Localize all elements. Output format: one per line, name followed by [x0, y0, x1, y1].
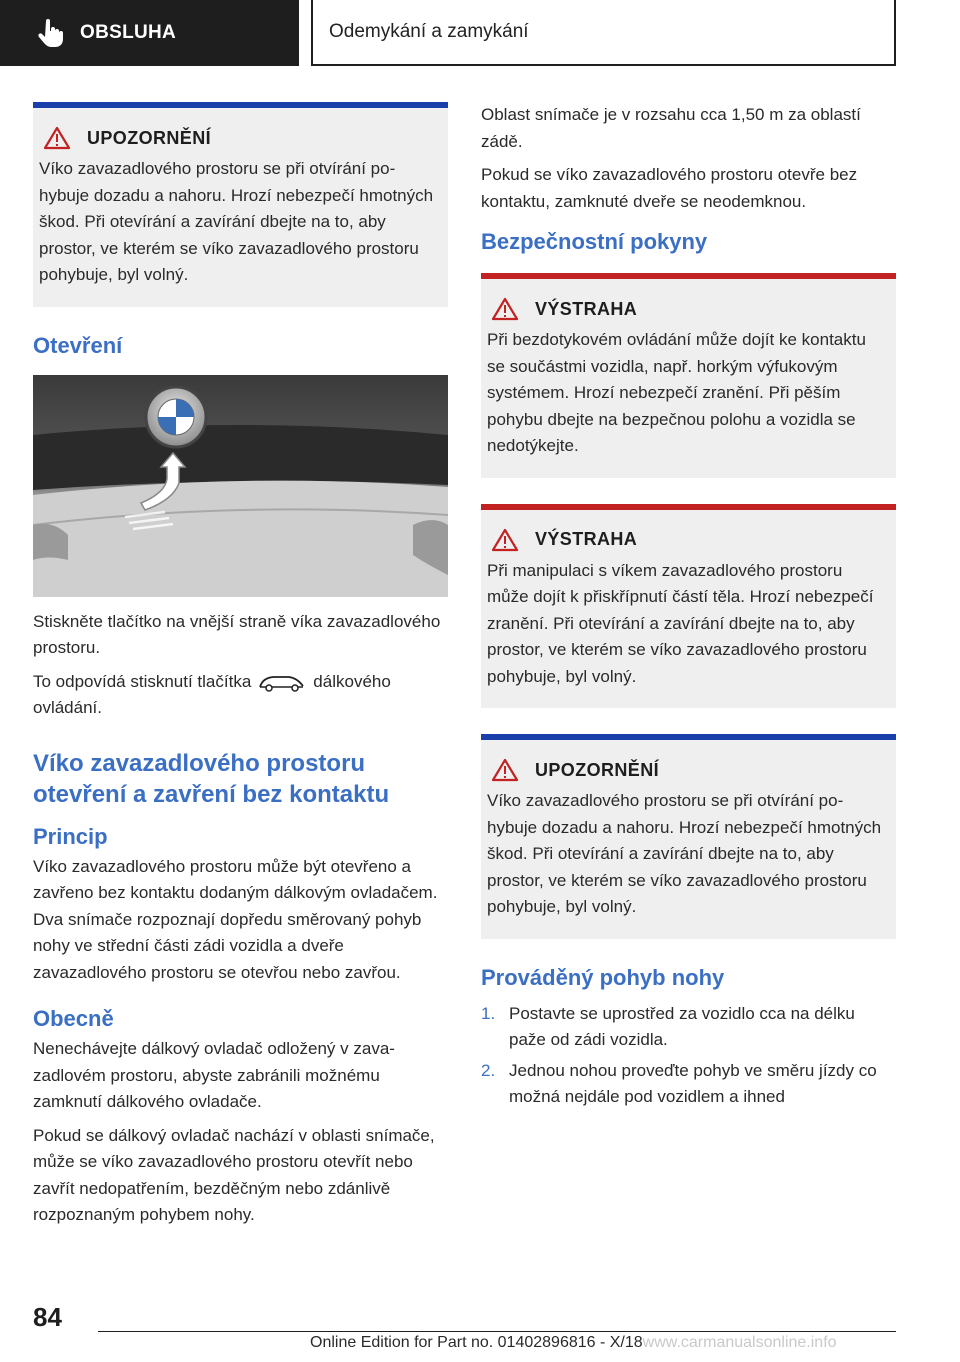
- watermark-text: www.carmanualsonline.info: [642, 1334, 837, 1351]
- hand-pointer-icon: [36, 18, 66, 48]
- warning-title-2: VÝSTRAHA: [535, 529, 638, 549]
- notice-box-2: [481, 734, 896, 939]
- car-remote-open-trunk-icon: [257, 672, 307, 692]
- heading-general: Obecně: [33, 1006, 114, 1031]
- para-principle: Víko zavazadlového prostoru může být otevřeno a zavřeno bez kontaktu dodaným dálkovým ovladačem. Dva snímače rozpoznají dopředu směrovaný pohyb nohy ve střední části zádi vozidla a dveře zavazadlového prostoru se otevřou nebo zavřou.: [33, 856, 438, 982]
- para-open-2: [33, 669, 448, 722]
- heading-principle: Princip: [33, 823, 108, 849]
- notice-title: UPOZORNĚNÍ: [87, 127, 212, 148]
- left-column: [33, 102, 448, 1236]
- warning-box-1: [481, 273, 896, 478]
- notice-box: [33, 102, 448, 307]
- heading-contactless: Víko zavazadlového prostoru otevření a zavření bez kontaktu: [33, 749, 390, 808]
- step-text: Postavte se uprostřed za vozidlo cca na délku paže od zádi vozidla.: [509, 1003, 855, 1049]
- step-number: 2.: [481, 1060, 496, 1080]
- chapter-title: Odemykání a zamykání: [329, 21, 529, 42]
- warning-text-2: Při manipulaci s víkem zavazadlového prostoru může dojít k přiskřípnutí částí těla. Hrozí nebezpečí zranění. Při otevírání a zavírání dbejte na to, aby prostor, ve kterém se víko zavazadlového prostoru pohybuje, byl volný.: [487, 560, 874, 686]
- warning-triangle-icon: [43, 126, 71, 150]
- step-number: 1.: [481, 1003, 496, 1023]
- list-item: [481, 1001, 896, 1054]
- warning-title-1: VÝSTRAHA: [535, 298, 638, 319]
- para-general-1: Nenechávejte dálkový ovladač odložený v zavazadlovém prostoru, abyste zabránili možnému zamknutí dálkového ovladače.: [33, 1039, 395, 1111]
- heading-motion: Prováděný pohyb nohy: [481, 964, 725, 990]
- list-item: [481, 1058, 896, 1111]
- edition-text: Online Edition for Part no. 01402896816 - X/18: [310, 1334, 643, 1351]
- warning-triangle-icon: [491, 528, 519, 552]
- section-label: OBSLUHA: [80, 22, 177, 43]
- warning-box-2: [481, 504, 896, 709]
- page-number: 84: [33, 1302, 62, 1332]
- notice-title-2: UPOZORNĚNÍ: [535, 759, 660, 780]
- chapter-header: [311, 0, 896, 66]
- footer-edition: [310, 1334, 837, 1352]
- footer-divider: [98, 1331, 896, 1332]
- para-nocontact: Pokud se víko zavazadlového prostoru otevře bez kontaktu, zamknuté dveře se neodemknou.: [481, 165, 858, 211]
- heading-safety: Bezpečnostní pokyny: [481, 229, 708, 254]
- section-tab: [0, 0, 299, 66]
- notice-text: Víko zavazadlového prostoru se při otvírání pohybuje dozadu a nahoru. Hrozí nebezpečí hmotných škod. Při otevírání a zavírání dbejte na to, aby prostor, ve kterém se víko zavazadlového prostoru pohybuje, byl volný.: [39, 159, 434, 284]
- warning-triangle-icon: [491, 758, 519, 782]
- para-open-2-after: dálkového ovládání.: [33, 671, 391, 717]
- right-column: [481, 102, 896, 1115]
- heading-open: Otevření: [33, 332, 123, 358]
- para-general-2: Pokud se dálkový ovladač nachází v oblasti snímače, může se víko zavazadlového prostoru otevřít nebo zavřít nedopatřením, bezděčným nebo zdánlivě rozpoznaným pohybem nohy.: [33, 1125, 435, 1224]
- para-open-2-before: To odpovídá stisknutí tlačítka: [33, 671, 252, 691]
- trunk-button-photo: [33, 375, 448, 597]
- para-range: Oblast snímače je v rozsahu cca 1,50 m za oblastí zádě.: [481, 105, 861, 151]
- steps-list: [481, 1001, 896, 1111]
- step-text: Jednou nohou proveďte pohyb ve směru jízdy co možná nejdále pod vozidlem a ihned: [509, 1060, 877, 1106]
- notice-text-2: Víko zavazadlového prostoru se při otvírání pohybuje dozadu a nahoru. Hrozí nebezpečí hmotných škod. Při otevírání a zavírání dbejte na to, aby prostor, ve kterém se víko zavazadlového prostoru pohybuje, byl volný.: [487, 791, 882, 916]
- warning-triangle-icon: [491, 297, 519, 321]
- para-open-1: Stiskněte tlačítko na vnější straně víka zavazadlového prostoru.: [33, 611, 441, 657]
- warning-text-1: Při bezdotykovém ovládání může dojít ke kontaktu se součástmi vozidla, např. horkým výfukovým systémem. Hrozí nebezpečí zranění. Při pěším pohybu dbejte na bezpečnou polohu a vozidla se nedotýkejte.: [487, 330, 866, 455]
